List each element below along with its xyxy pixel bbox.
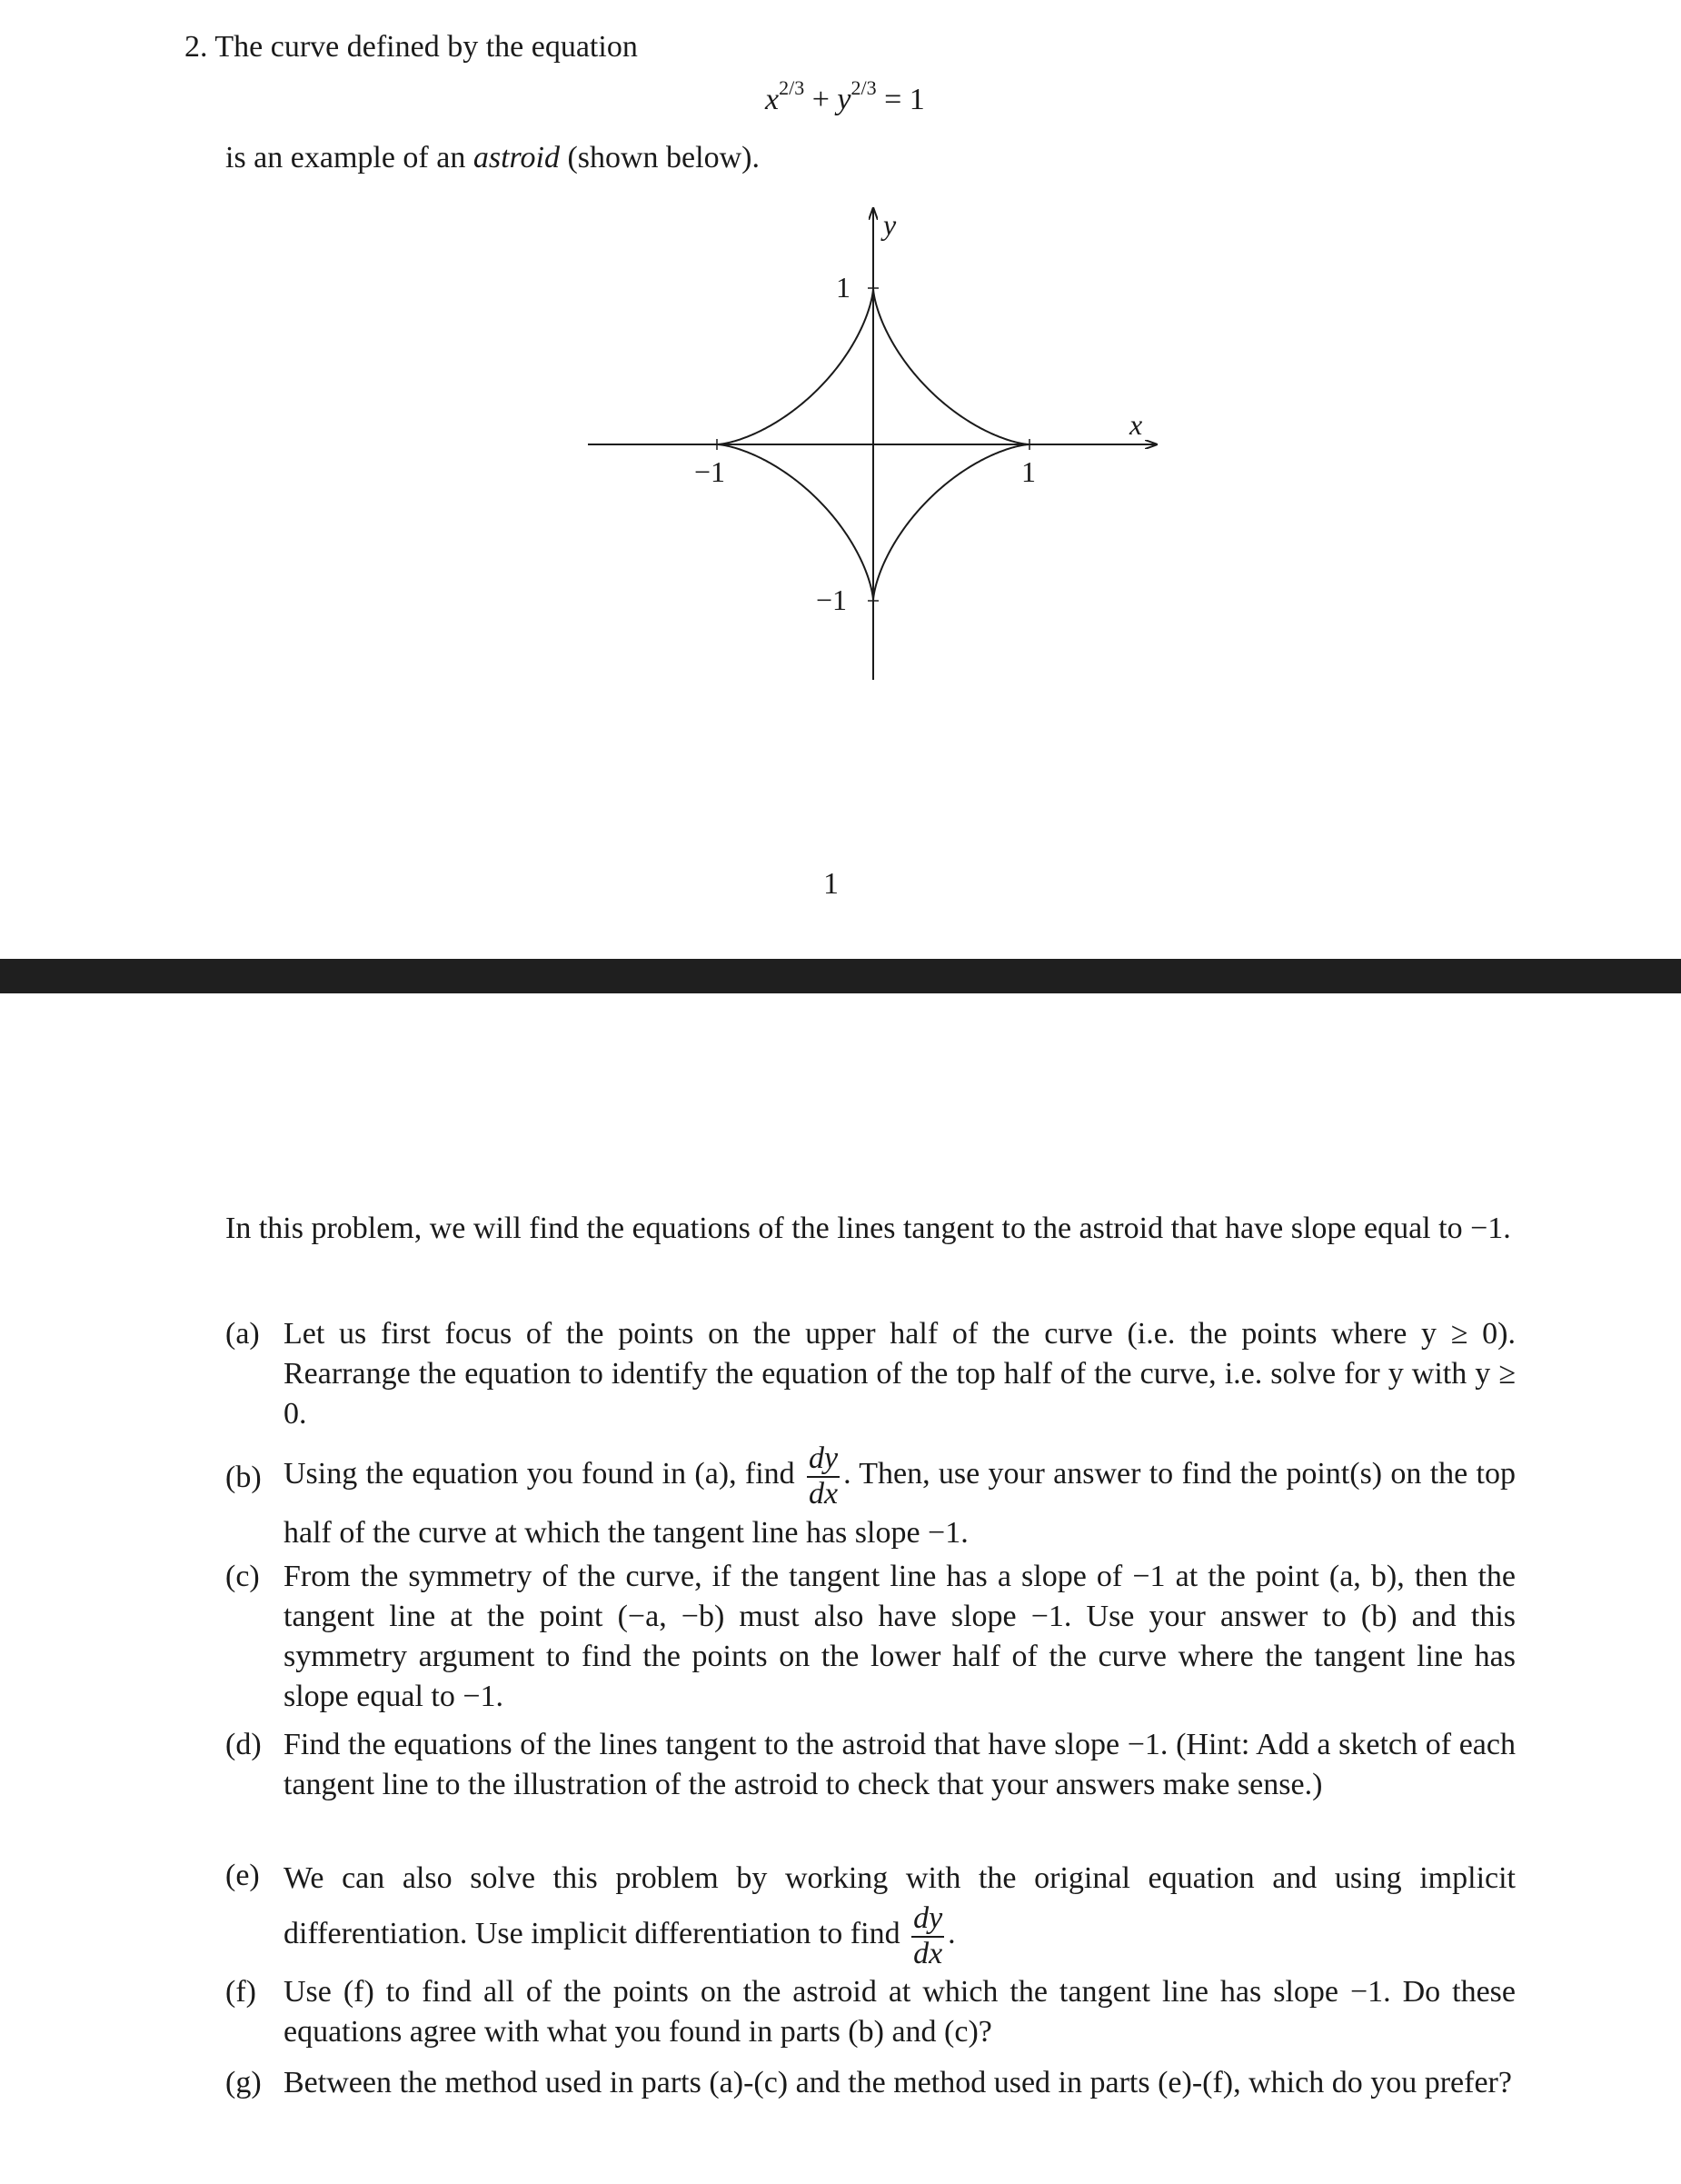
eq-rhs: = 1: [876, 83, 925, 116]
part-b-frac-num: dy: [807, 1441, 840, 1478]
eq-exp2: 2/3: [850, 76, 877, 99]
part-e-frac-den: dx: [913, 1937, 943, 1970]
x-axis-label: x: [1129, 408, 1143, 441]
part-b-text: [283, 1441, 1516, 1556]
astroid-figure: [0, 0, 1681, 954]
problem-number: 2.: [184, 30, 208, 64]
part-b-derivative: [807, 1441, 840, 1511]
part-f-label: (f): [225, 1975, 256, 2009]
y-axis-label: y: [883, 208, 897, 241]
part-e-text: [283, 1856, 1516, 1970]
part-e-frac-num: dy: [911, 1901, 944, 1938]
part-d-label: (d): [225, 1728, 262, 1761]
eq-plus: +: [804, 83, 838, 116]
tick-label-y-neg1: −1: [816, 583, 848, 616]
part-b-text-after: . Then, use your answer to find the point(s) on the top half of the curve at which the tangent line has slope −1.: [283, 1456, 1516, 1550]
page-number: 1: [823, 867, 839, 901]
part-f-text: Use (f) to find all of the points on the astroid at which the tangent line has slope −1. Do these equations agree with what you found in parts (b) and (c)?: [283, 1975, 1516, 2049]
part-e-text-after: .: [948, 1916, 956, 1950]
part-d-text: Find the equations of the lines tangent to the astroid that have slope −1. (Hint: Add a sketch of each tangent line to the illustration of the astroid to check that your answers make sense.): [283, 1728, 1516, 1801]
eq-x: x: [765, 83, 780, 116]
part-e-text-before: We can also solve this problem by working with the original equation and using implicit differentiation. Use implicit differentiation to find: [283, 1861, 1516, 1950]
tick-label-y-1: 1: [836, 271, 850, 304]
part-e-derivative: [911, 1901, 944, 1970]
description-term: astroid: [472, 141, 560, 175]
part-g-label: (g): [225, 2066, 262, 2099]
eq-y: y: [837, 83, 851, 116]
part-b-text-before: Using the equation you found in (a), find: [283, 1456, 803, 1491]
description-before: is an example of an: [225, 141, 473, 175]
page-divider: [0, 959, 1681, 993]
problem-intro: The curve defined by the equation: [214, 30, 638, 64]
description-after: (shown below).: [559, 141, 760, 175]
tick-label-x-1: 1: [1021, 455, 1036, 488]
part-e-label: (e): [225, 1859, 260, 1892]
part-a-text: Let us first focus of the points on the upper half of the curve (i.e. the points where y ≥ 0). Rearrange the equation to identify the equation of the top half of the curve, i.e. solve for y with y ≥ 0.: [283, 1317, 1516, 1431]
part-b-frac-den: dx: [808, 1477, 839, 1511]
part-g-text: Between the method used in parts (a)-(c) and the method used in parts (e)-(f), which do you prefer?: [283, 2066, 1512, 2099]
page2-intro: In this problem, we will find the equations of the lines tangent to the astroid that have slope equal to −1.: [225, 1212, 1511, 1245]
eq-exp1: 2/3: [779, 76, 805, 99]
part-c-label: (c): [225, 1560, 260, 1593]
part-c-text: From the symmetry of the curve, if the tangent line has a slope of −1 at the point (a, b), then the tangent line at the point (−a, −b) must also have slope −1. Use your answer to (b) and this symmetry argument to find the points on the lower half of the curve where the tangent line has slope equal to −1.: [283, 1560, 1516, 1713]
tick-label-x-neg1: −1: [694, 455, 726, 488]
part-a-label: (a): [225, 1317, 260, 1351]
part-b-label: (b): [225, 1461, 262, 1494]
